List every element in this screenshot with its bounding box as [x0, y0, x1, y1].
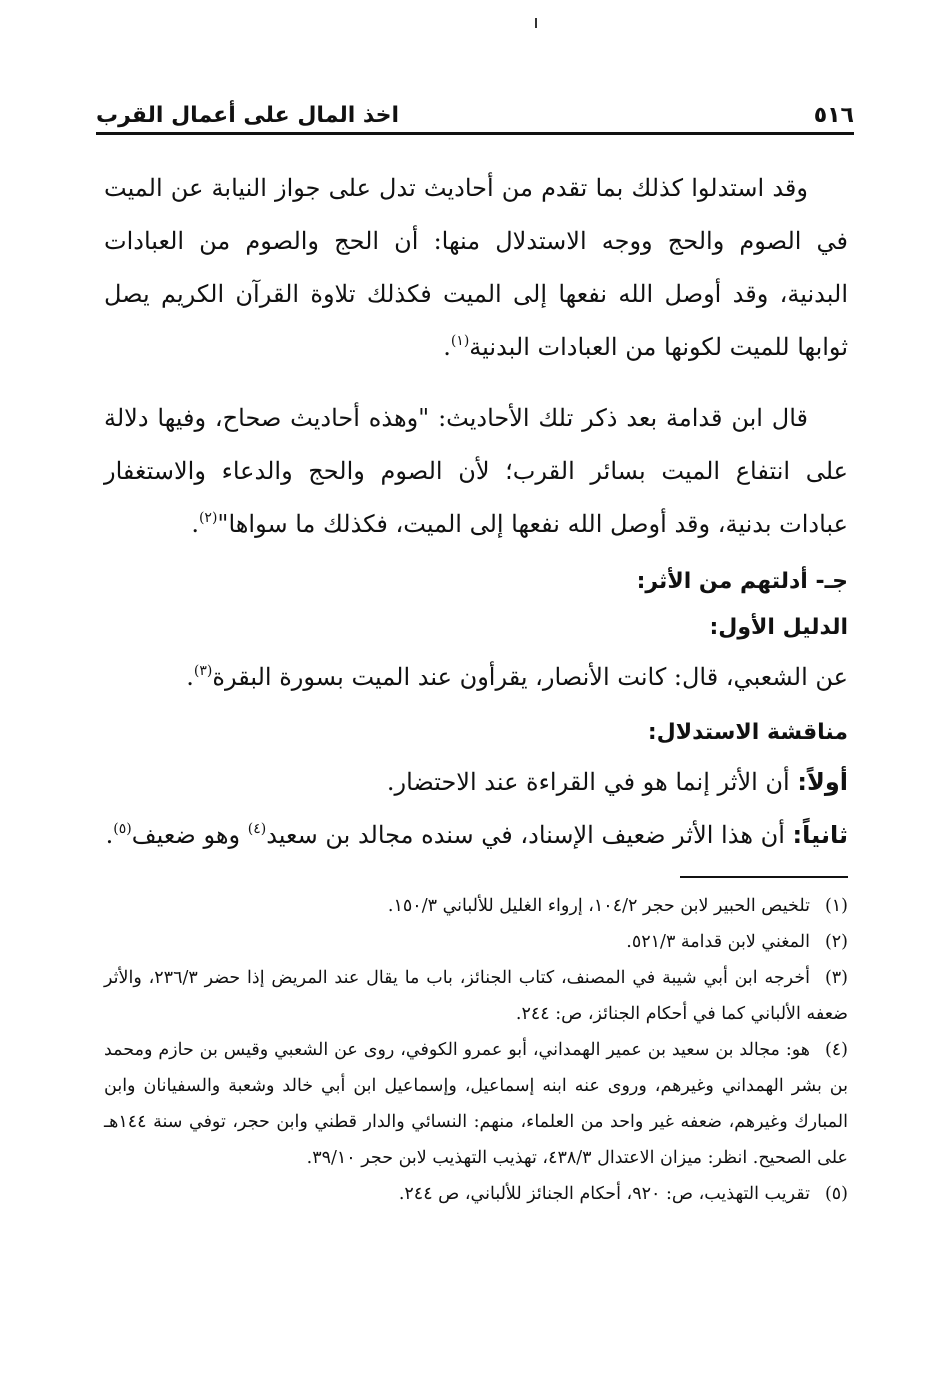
- footnote-4: [104, 1032, 848, 1176]
- paragraph-1: وقد استدلوا كذلك بما تقدم من أحاديث تدل على جواز النيابة عن الميت في الصوم والحج ووجه الاستدلال منها: أن الحج والصوم من العبادات البدنية، وقد أوصل الله نفعها إلى الميت فكذلك تلاوة القرآن الكريم يصل ثوابها للميت لكونها من العبادات البدنية$^{(١)}$.: [104, 174, 848, 361]
- footnote-number: (٥): [824, 1184, 848, 1204]
- footnote-1: [104, 888, 848, 924]
- footnote-ref-1: (١): [450, 333, 470, 349]
- footnote-ref-5: (٥): [113, 821, 132, 837]
- footnote-text: المغني لابن قدامة ٥٢١/٣.: [626, 932, 810, 952]
- point-second-text-b: وهو ضعيف: [131, 821, 241, 849]
- footnote-number: (٤): [824, 1040, 848, 1060]
- footnote-ref-4: (٤): [247, 821, 267, 837]
- point-first-text: أن الأثر إنما هو في القراءة عند الاحتضار.: [386, 768, 790, 796]
- running-header: [96, 94, 854, 128]
- page-number: ٥١٦: [813, 103, 854, 128]
- footnote-ref-2: (٢): [198, 510, 218, 526]
- point-first: [104, 756, 848, 809]
- footnote-5: [104, 1176, 848, 1212]
- header-rule: [96, 132, 854, 135]
- paragraph-3-text: عن الشعبي، قال: كانت الأنصار، يقرأون عند الميت بسورة البقرة: [212, 663, 848, 691]
- running-title: اخذ المال على أعمال القرب: [96, 103, 400, 128]
- main-text: [104, 162, 848, 862]
- footnotes: [104, 888, 848, 1212]
- footnote-text: أخرجه ابن أبي شيبة في المصنف، كتاب الجنائز، باب ما يقال عند المريض إذا حضر ٢٣٦/٣، والأثر ضعفه الألباني كما في أحكام الجنائز، ص: ٢٤٤.: [104, 968, 848, 1024]
- footnote-rule: [680, 876, 848, 878]
- footnote-number: (٣): [824, 968, 848, 988]
- point-second-text-a: أن هذا الأثر ضعيف الإسناد، في سنده مجالد بن سعيد: [266, 821, 785, 849]
- paragraph-1-text: وقد استدلوا كذلك بما تقدم من أحاديث تدل على جواز النيابة عن الميت في الصوم والحج ووجه الاستدلال منها: أن الحج والصوم من العبادات البدنية، وقد أوصل الله نفعها إلى الميت فكذلك تلاوة القرآن الكريم يصل ثوابها للميت لكونها من العبادات البدنية: [104, 174, 848, 361]
- scan-mark: [535, 18, 537, 28]
- heading-athar: جـ- أدلتهم من الأثر:: [636, 569, 848, 594]
- footnote-number: (٢): [824, 932, 848, 952]
- footnote-text: تلخيص الحبير لابن حجر ١٠٤/٢، إرواء الغليل للألباني ١٥٠/٣.: [387, 896, 810, 916]
- footnote-number: (١): [824, 896, 848, 916]
- footnote-text: تقريب التهذيب، ص: ٩٢٠، أحكام الجنائز للألباني، ص ٢٤٤.: [398, 1184, 810, 1204]
- heading-first-evidence: الدليل الأول:: [709, 615, 848, 640]
- footnote-2: [104, 924, 848, 960]
- paragraph-2: قال ابن قدامة بعد ذكر تلك الأحاديث: "وهذه أحاديث صحاح، وفيها دلالة على انتفاع الميت بسائر القرب؛ لأن الصوم والحج والدعاء والاستغفار عبادات بدنية، وقد أوصل الله نفعها إلى الميت، فكذلك ما سواها"$^{(٢)}$.: [104, 404, 848, 538]
- footnote-text: هو: مجالد بن سعيد بن عمير الهمداني، أبو عمرو الكوفي، روى عن الشعبي وقيس بن حازم ومحمد بن بشر الهمداني وغيرهم، وروى عنه ابنه إسماعيل، وإسماعيل ابن أبي خالد وشعبة والسفيانان وابن المبارك وغيرهم، ضعفه غير واحد من العلماء، منهم: النسائي والدار قطني وابن حجر، توفي سنة ١٤٤هـ على الصحيح. انظر: ميزان الاعتدال ٤٣٨/٣، تهذيب التهذيب لابن حجر ٣٩/١٠.: [104, 1040, 848, 1168]
- paragraph-3: عن الشعبي، قال: كانت الأنصار، يقرأون عند الميت بسورة البقرة$^{(٣)}$.: [186, 663, 848, 691]
- paragraph-2-text: قال ابن قدامة بعد ذكر تلك الأحاديث: "وهذه أحاديث صحاح، وفيها دلالة على انتفاع الميت بسائر القرب؛ لأن الصوم والحج والدعاء والاستغفار عبادات بدنية، وقد أوصل الله نفعها إلى الميت، فكذلك ما سواها": [104, 404, 848, 538]
- point-second: ثانياً: أن هذا الأثر ضعيف الإسناد، في سنده مجالد بن سعيد$^{(٤)}$ وهو ضعيف$^{(٥)}$.: [105, 821, 848, 849]
- point-second-label: ثانياً:: [792, 821, 848, 849]
- heading-discussion: مناقشة الاستدلال:: [647, 720, 848, 745]
- point-first-label: أولاً:: [797, 768, 848, 796]
- footnote-ref-3: (٣): [193, 663, 213, 679]
- footnote-3: [104, 960, 848, 1032]
